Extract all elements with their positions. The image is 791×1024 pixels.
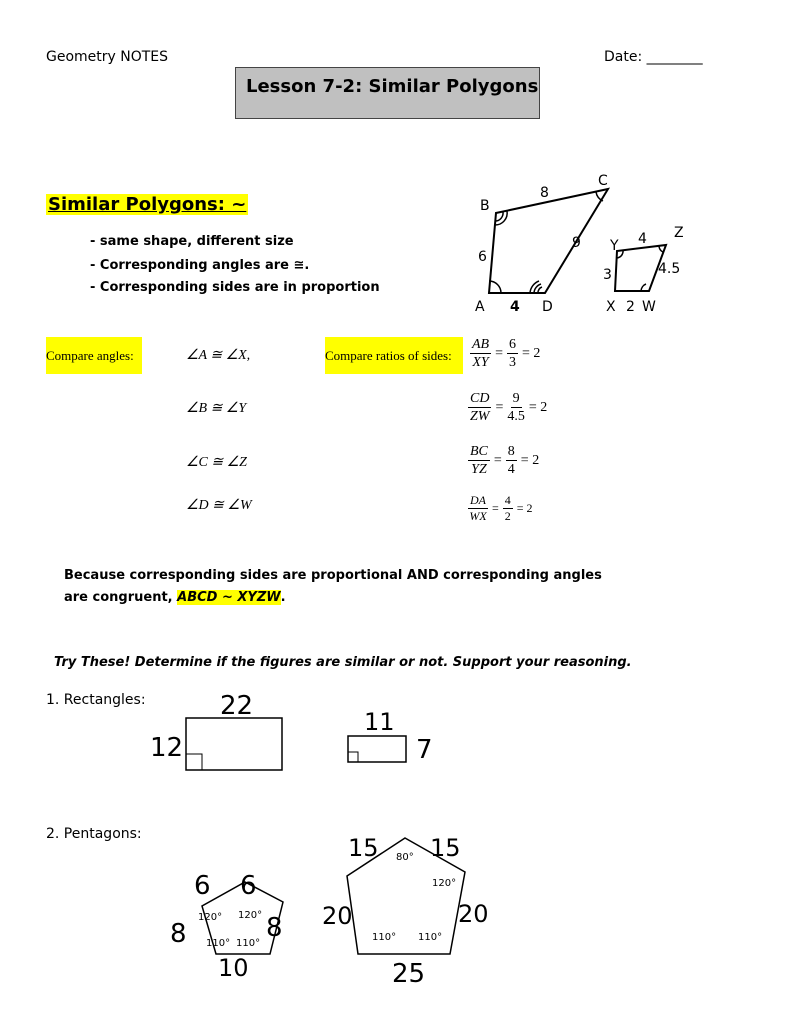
pent2-right: 20 xyxy=(458,900,489,928)
angle-d-w: ∠D ≅ ∠W xyxy=(186,498,252,513)
problem-2-label: 2. Pentagons: xyxy=(46,826,142,842)
pent2-top-right: 15 xyxy=(430,834,461,862)
side-xy: 3 xyxy=(603,267,612,283)
try-these-instruction: Try These! Determine if the figures are similar or not. Support your reasoning. xyxy=(54,655,632,670)
bullet-same-shape: - same shape, different size xyxy=(90,234,294,249)
rectangle-1 xyxy=(186,718,282,770)
label-a: A xyxy=(475,299,485,315)
page-title: Lesson 7-2: Similar Polygons xyxy=(246,76,539,97)
pent1-top-right: 6 xyxy=(240,871,257,901)
header-left: Geometry NOTES xyxy=(46,49,169,65)
bullet-angles: - Corresponding angles are ≅. xyxy=(90,258,310,273)
pent2-angle-lr: 110° xyxy=(418,932,443,943)
angle-w-mark xyxy=(641,284,646,291)
bullet-sides: - Corresponding sides are in proportion xyxy=(90,280,380,295)
ratio-da-wx: $\frac{DA}{WX}$ = $\frac{4}{2}$ = 2 xyxy=(469,493,533,523)
pent1-angle-lr: 110° xyxy=(236,938,261,949)
ratio-ab-xy: $\frac{AB}{XY}$ = $\frac{6}{3}$ = 2 xyxy=(472,337,541,370)
ratio-bc-yz: $\frac{BC}{YZ}$ = $\frac{8}{4}$ = 2 xyxy=(470,444,540,477)
compare-sides-label: Compare ratios of sides: xyxy=(325,337,463,374)
rectangle-1-right-angle xyxy=(186,754,202,770)
date-field: Date: ________ xyxy=(604,49,703,65)
pentagons-figure xyxy=(160,828,500,998)
pent2-angle-ur: 120° xyxy=(432,878,457,889)
label-w: W xyxy=(642,299,656,315)
label-c: C xyxy=(598,173,608,189)
pent1-left: 8 xyxy=(170,919,187,949)
rectangles-figure xyxy=(140,690,440,785)
side-ab: 6 xyxy=(478,249,487,265)
rect-1-width: 22 xyxy=(220,691,254,721)
ratio-cd-zw: $\frac{CD}{ZW}$ = $\frac{9}{4.5}$ = 2 xyxy=(470,391,548,424)
pent2-top-left: 15 xyxy=(348,834,379,862)
pent1-bottom: 10 xyxy=(218,954,249,982)
pent2-angle-ll: 110° xyxy=(372,932,397,943)
label-d: D xyxy=(542,299,553,315)
because-paragraph: Because corresponding sides are proportional AND corresponding angles are congruent, ABCD ~ XYZW. xyxy=(64,568,602,605)
quad-abcd xyxy=(489,189,608,293)
rectangle-2-right-angle xyxy=(348,752,358,762)
angle-z-mark xyxy=(659,246,663,252)
pent1-angle-ll: 110° xyxy=(206,938,231,949)
rect-2-height: 7 xyxy=(416,735,433,765)
because-text: Because corresponding sides are proportional AND corresponding angles are congruent, xyxy=(64,568,602,605)
problem-1-label: 1. Rectangles: xyxy=(46,692,146,708)
pent2-left: 20 xyxy=(322,902,353,930)
side-yz: 4 xyxy=(638,231,647,247)
pent1-right: 8 xyxy=(266,913,283,943)
pent1-angle-ur: 120° xyxy=(238,910,263,921)
angle-c-mark xyxy=(596,192,603,201)
pent1-angle-ul: 120° xyxy=(198,912,223,923)
side-cd: 9 xyxy=(572,235,581,251)
similar-quadrilaterals-figure xyxy=(460,165,700,320)
title-box xyxy=(235,67,540,119)
angle-a-x: ∠A ≅ ∠X, xyxy=(186,348,251,363)
rect-1-height: 12 xyxy=(150,733,184,763)
compare-angles-label: Compare angles: xyxy=(46,337,142,374)
side-bc: 8 xyxy=(540,185,549,201)
label-y: Y xyxy=(610,238,619,254)
rectangle-2 xyxy=(348,736,406,762)
label-z: Z xyxy=(674,225,684,241)
pent1-top-left: 6 xyxy=(194,871,211,901)
similarity-statement: ABCD ~ XYZW xyxy=(177,590,281,605)
side-xw: 2 xyxy=(626,299,635,315)
rect-2-width: 11 xyxy=(364,708,395,736)
pent2-bottom: 25 xyxy=(392,959,426,989)
similar-polygons-heading: Similar Polygons: ~ xyxy=(48,194,247,215)
side-zw: 4.5 xyxy=(658,261,681,277)
angle-b-y: ∠B ≅ ∠Y xyxy=(186,401,247,416)
label-x: X xyxy=(606,299,616,315)
pent2-angle-top: 80° xyxy=(396,852,414,863)
side-ad: 4 xyxy=(510,299,520,315)
label-b: B xyxy=(480,198,490,214)
angle-c-z: ∠C ≅ ∠Z xyxy=(186,455,247,470)
